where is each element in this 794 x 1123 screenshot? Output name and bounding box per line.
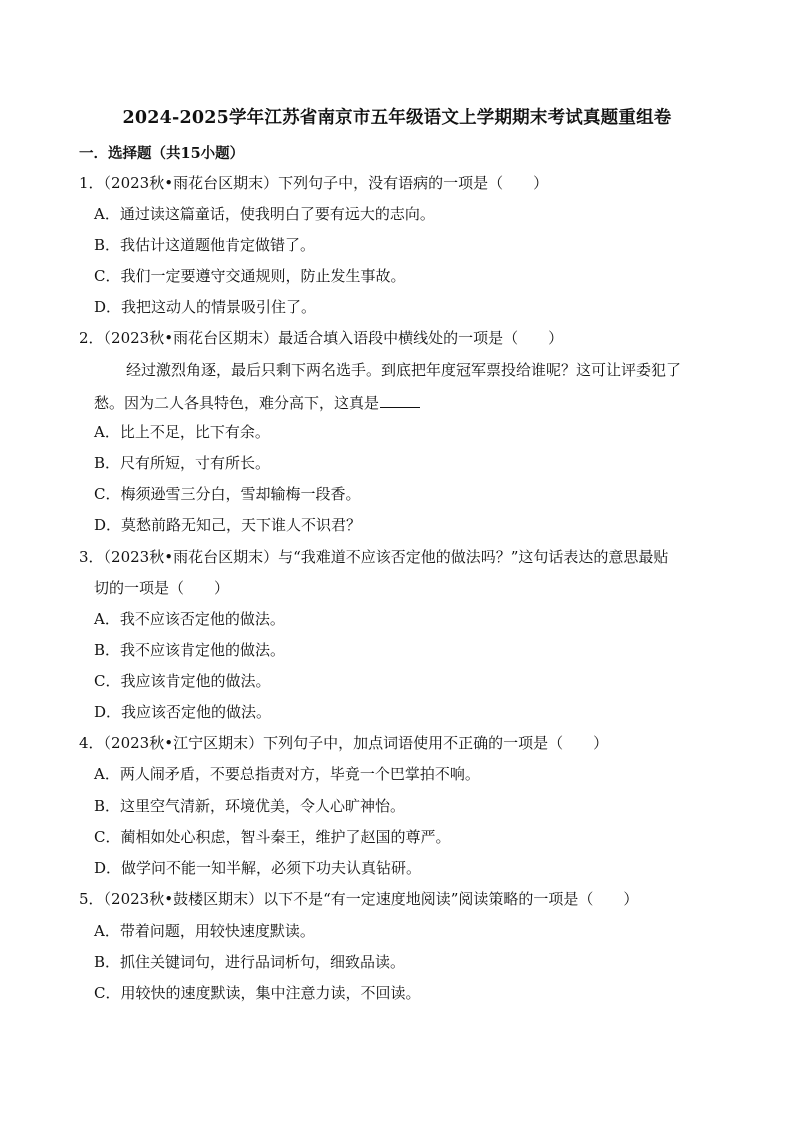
question-5-stem: 5．（2023秋•鼓楼区期末）以下不是“有一定速度地阅读”阅读策略的一项是（ ） bbox=[79, 890, 639, 908]
question-2-option-c[interactable]: C．梅须逊雪三分白，雪却输梅一段香。 bbox=[94, 485, 361, 503]
question-1-option-c[interactable]: C．我们一定要遵守交通规则，防止发生事故。 bbox=[94, 267, 406, 285]
question-2-option-a[interactable]: A．比上不足，比下有余。 bbox=[94, 423, 270, 441]
question-3-option-b[interactable]: B．我不应该肯定他的做法。 bbox=[94, 641, 286, 659]
question-2-passage-line-2 bbox=[94, 391, 420, 413]
document-title: 2024-2025学年江苏省南京市五年级语文上学期期末考试真题重组卷 bbox=[122, 108, 672, 128]
question-2-option-d[interactable]: D．莫愁前路无知己，天下谁人不识君？ bbox=[94, 516, 362, 534]
question-2-option-b[interactable]: B．尺有所短，寸有所长。 bbox=[94, 454, 271, 472]
question-1-option-a[interactable]: A．通过读这篇童话，使我明白了要有远大的志向。 bbox=[94, 205, 435, 223]
question-4-option-a[interactable]: A．两人闹矛盾，不要总指责对方，毕竟一个巴掌拍不响。 bbox=[94, 765, 480, 783]
question-3-option-c[interactable]: C．我应该肯定他的做法。 bbox=[94, 672, 271, 690]
question-2-passage-line-1: 经过激烈角逐，最后只剩下两名选手。到底把年度冠军票投给谁呢？这可让评委犯了 bbox=[126, 361, 682, 379]
fill-in-blank bbox=[380, 391, 420, 408]
question-1-stem: 1．（2023秋•雨花台区期末）下列句子中，没有语病的一项是（ ） bbox=[79, 174, 549, 192]
question-3-option-a[interactable]: A．我不应该否定他的做法。 bbox=[94, 610, 285, 628]
question-1-option-d[interactable]: D．我把这动人的情景吸引住了。 bbox=[94, 298, 317, 316]
question-1-option-b[interactable]: B．我估计这道题他肯定做错了。 bbox=[94, 236, 316, 254]
question-4-option-d[interactable]: D．做学问不能一知半解，必须下功夫认真钻研。 bbox=[94, 859, 422, 877]
question-2-passage-text: 愁。因为二人各具特色，难分高下，这真是 bbox=[94, 394, 380, 412]
question-5-option-c[interactable]: C．用较快的速度默读，集中注意力读，不回读。 bbox=[94, 984, 421, 1002]
section-heading: 一．选择题（共15小题） bbox=[79, 145, 245, 162]
question-3-option-d[interactable]: D．我应该否定他的做法。 bbox=[94, 703, 272, 721]
question-4-option-c[interactable]: C．蔺相如处心积虑，智斗秦王，维护了赵国的尊严。 bbox=[94, 828, 451, 846]
question-2-stem: 2．（2023秋•雨花台区期末）最适合填入语段中横线处的一项是（ ） bbox=[79, 329, 564, 347]
question-3-stem-continued: 切的一项是（ ） bbox=[94, 579, 230, 597]
question-4-option-b[interactable]: B．这里空气清新，环境优美，令人心旷神怡。 bbox=[94, 797, 406, 815]
question-5-option-b[interactable]: B．抓住关键词句，进行品词析句，细致品读。 bbox=[94, 953, 406, 971]
question-4-stem: 4．（2023秋•江宁区期末）下列句子中，加点词语使用不正确的一项是（ ） bbox=[79, 734, 609, 752]
question-5-option-a[interactable]: A．带着问题，用较快速度默读。 bbox=[94, 922, 315, 940]
question-3-stem: 3．（2023秋•雨花台区期末）与“我难道不应该否定他的做法吗？”这句话表达的意思最贴 bbox=[79, 548, 669, 566]
